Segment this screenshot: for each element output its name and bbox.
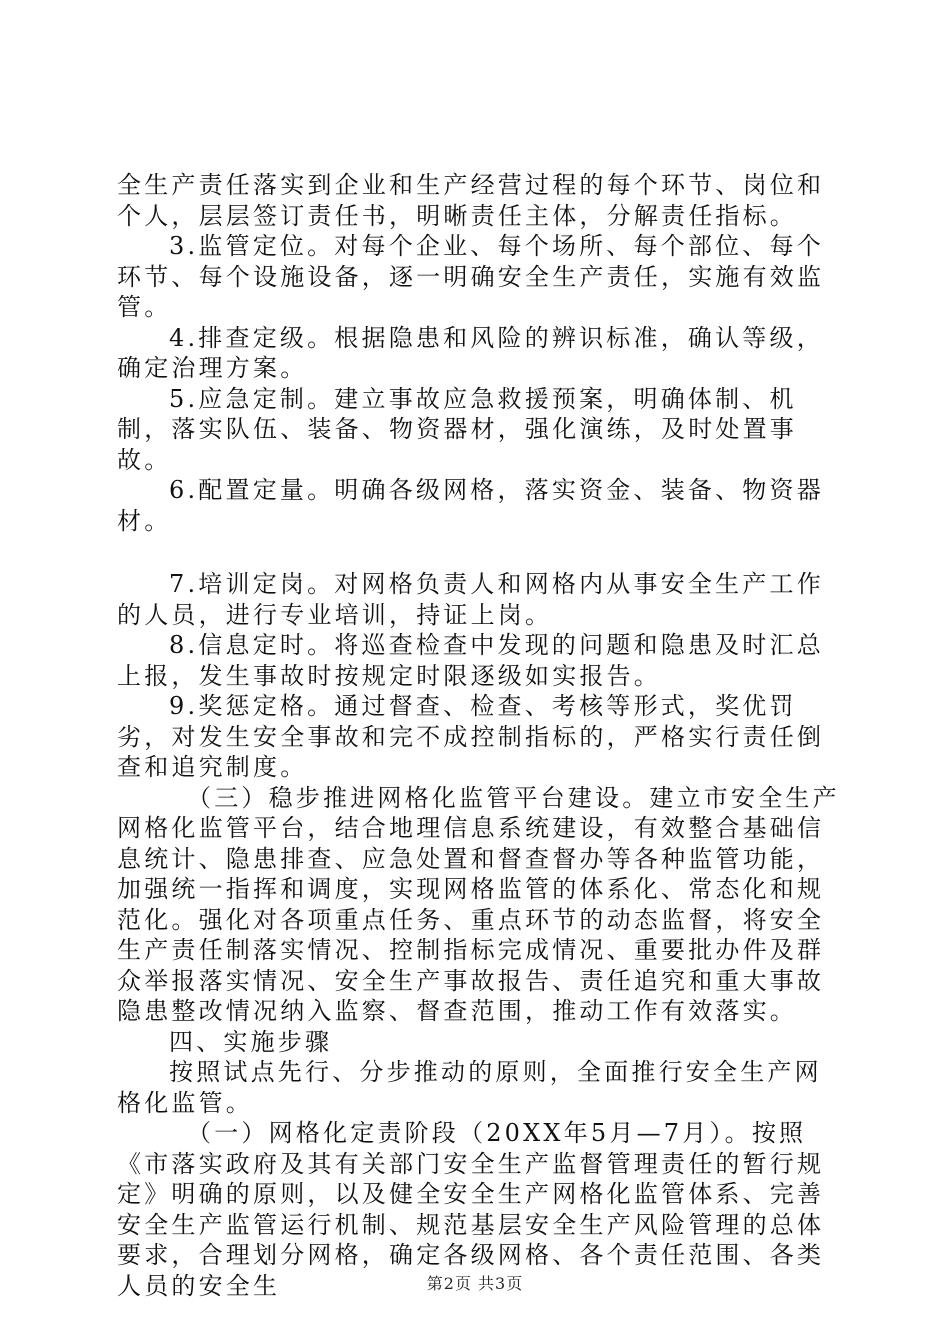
page-number-footer: 第2页 共3页 [426,1274,524,1293]
paragraph-stage-1: （一）网格化定责阶段（20XX年5月—7月）。按照《市落实政府及其有关部门安全生产监督管理责任的暂行规定》明确的原则，以及健全安全生产网格化监管体系、完善安全生产监管运行机制、规范基层安全生产风险管理的总体要求，合理划分网格，确定各级网格、各个责任范围、各类人员的安全生 [117,1119,825,1300]
paragraph-section-3: （三）稳步推进网格化监管平台建设。建立市安全生产网格化监管平台，结合地理信息系统建设，有效整合基础信息统计、隐患排查、应急处置和督查督办等各种监管功能，加强统一指挥和调度，实现网格监管的体系化、常态化和规范化。强化对各项重点任务、重点环节的动态监督，将安全生产责任制落实情况、控制指标完成情况、重要批办件及群众举报落实情况、安全生产事故报告、责任追究和重大事故隐患整改情况纳入监察、督查范围，推动工作有效落实。 [117,783,840,1025]
paragraph-item-6: 6.配置定量。明确各级网格，落实资金、装备、物资器材。 [117,476,824,535]
blank-line [117,536,847,569]
paragraph-item-5: 5.应急定制。建立事故应急救援预案，明确体制、机制，落实队伍、装备、物资器材，强化演练，及时处置事故。 [117,384,797,474]
document-body [117,170,847,1301]
paragraph-item-9: 9.奖惩定格。通过督查、检查、考核等形式，奖优罚劣，对发生安全事故和完不成控制指标的，严格实行责任倒查和追究制度。 [117,692,825,781]
paragraph-continuation: 全生产责任落实到企业和生产经营过程的每个环节、岗位和个人，层层签订责任书，明晰责任主体，分解责任指标。 [117,171,825,230]
paragraph-item-7: 7.培训定岗。对网格负责人和网格内从事安全生产工作的人员，进行专业培训，持证上岗。 [117,570,824,629]
paragraph-principle: 按照试点先行、分步推动的原则，全面推行安全生产网格化监管。 [117,1058,822,1117]
paragraph-item-8: 8.信息定时。将巡查检查中发现的问题和隐患及时汇总上报，发生事故时按规定时限逐级如实报告。 [117,631,824,690]
paragraph-item-3: 3.监管定位。对每个企业、每个场所、每个部位、每个环节、每个设施设备，逐一明确安全生产责任，实施有效监管。 [117,232,825,321]
paragraph-item-4: 4.排查定级。根据隐患和风险的辨识标准，确认等级，确定治理方案。 [117,323,824,382]
section-heading-4: 四、实施步骤 [169,1027,333,1056]
